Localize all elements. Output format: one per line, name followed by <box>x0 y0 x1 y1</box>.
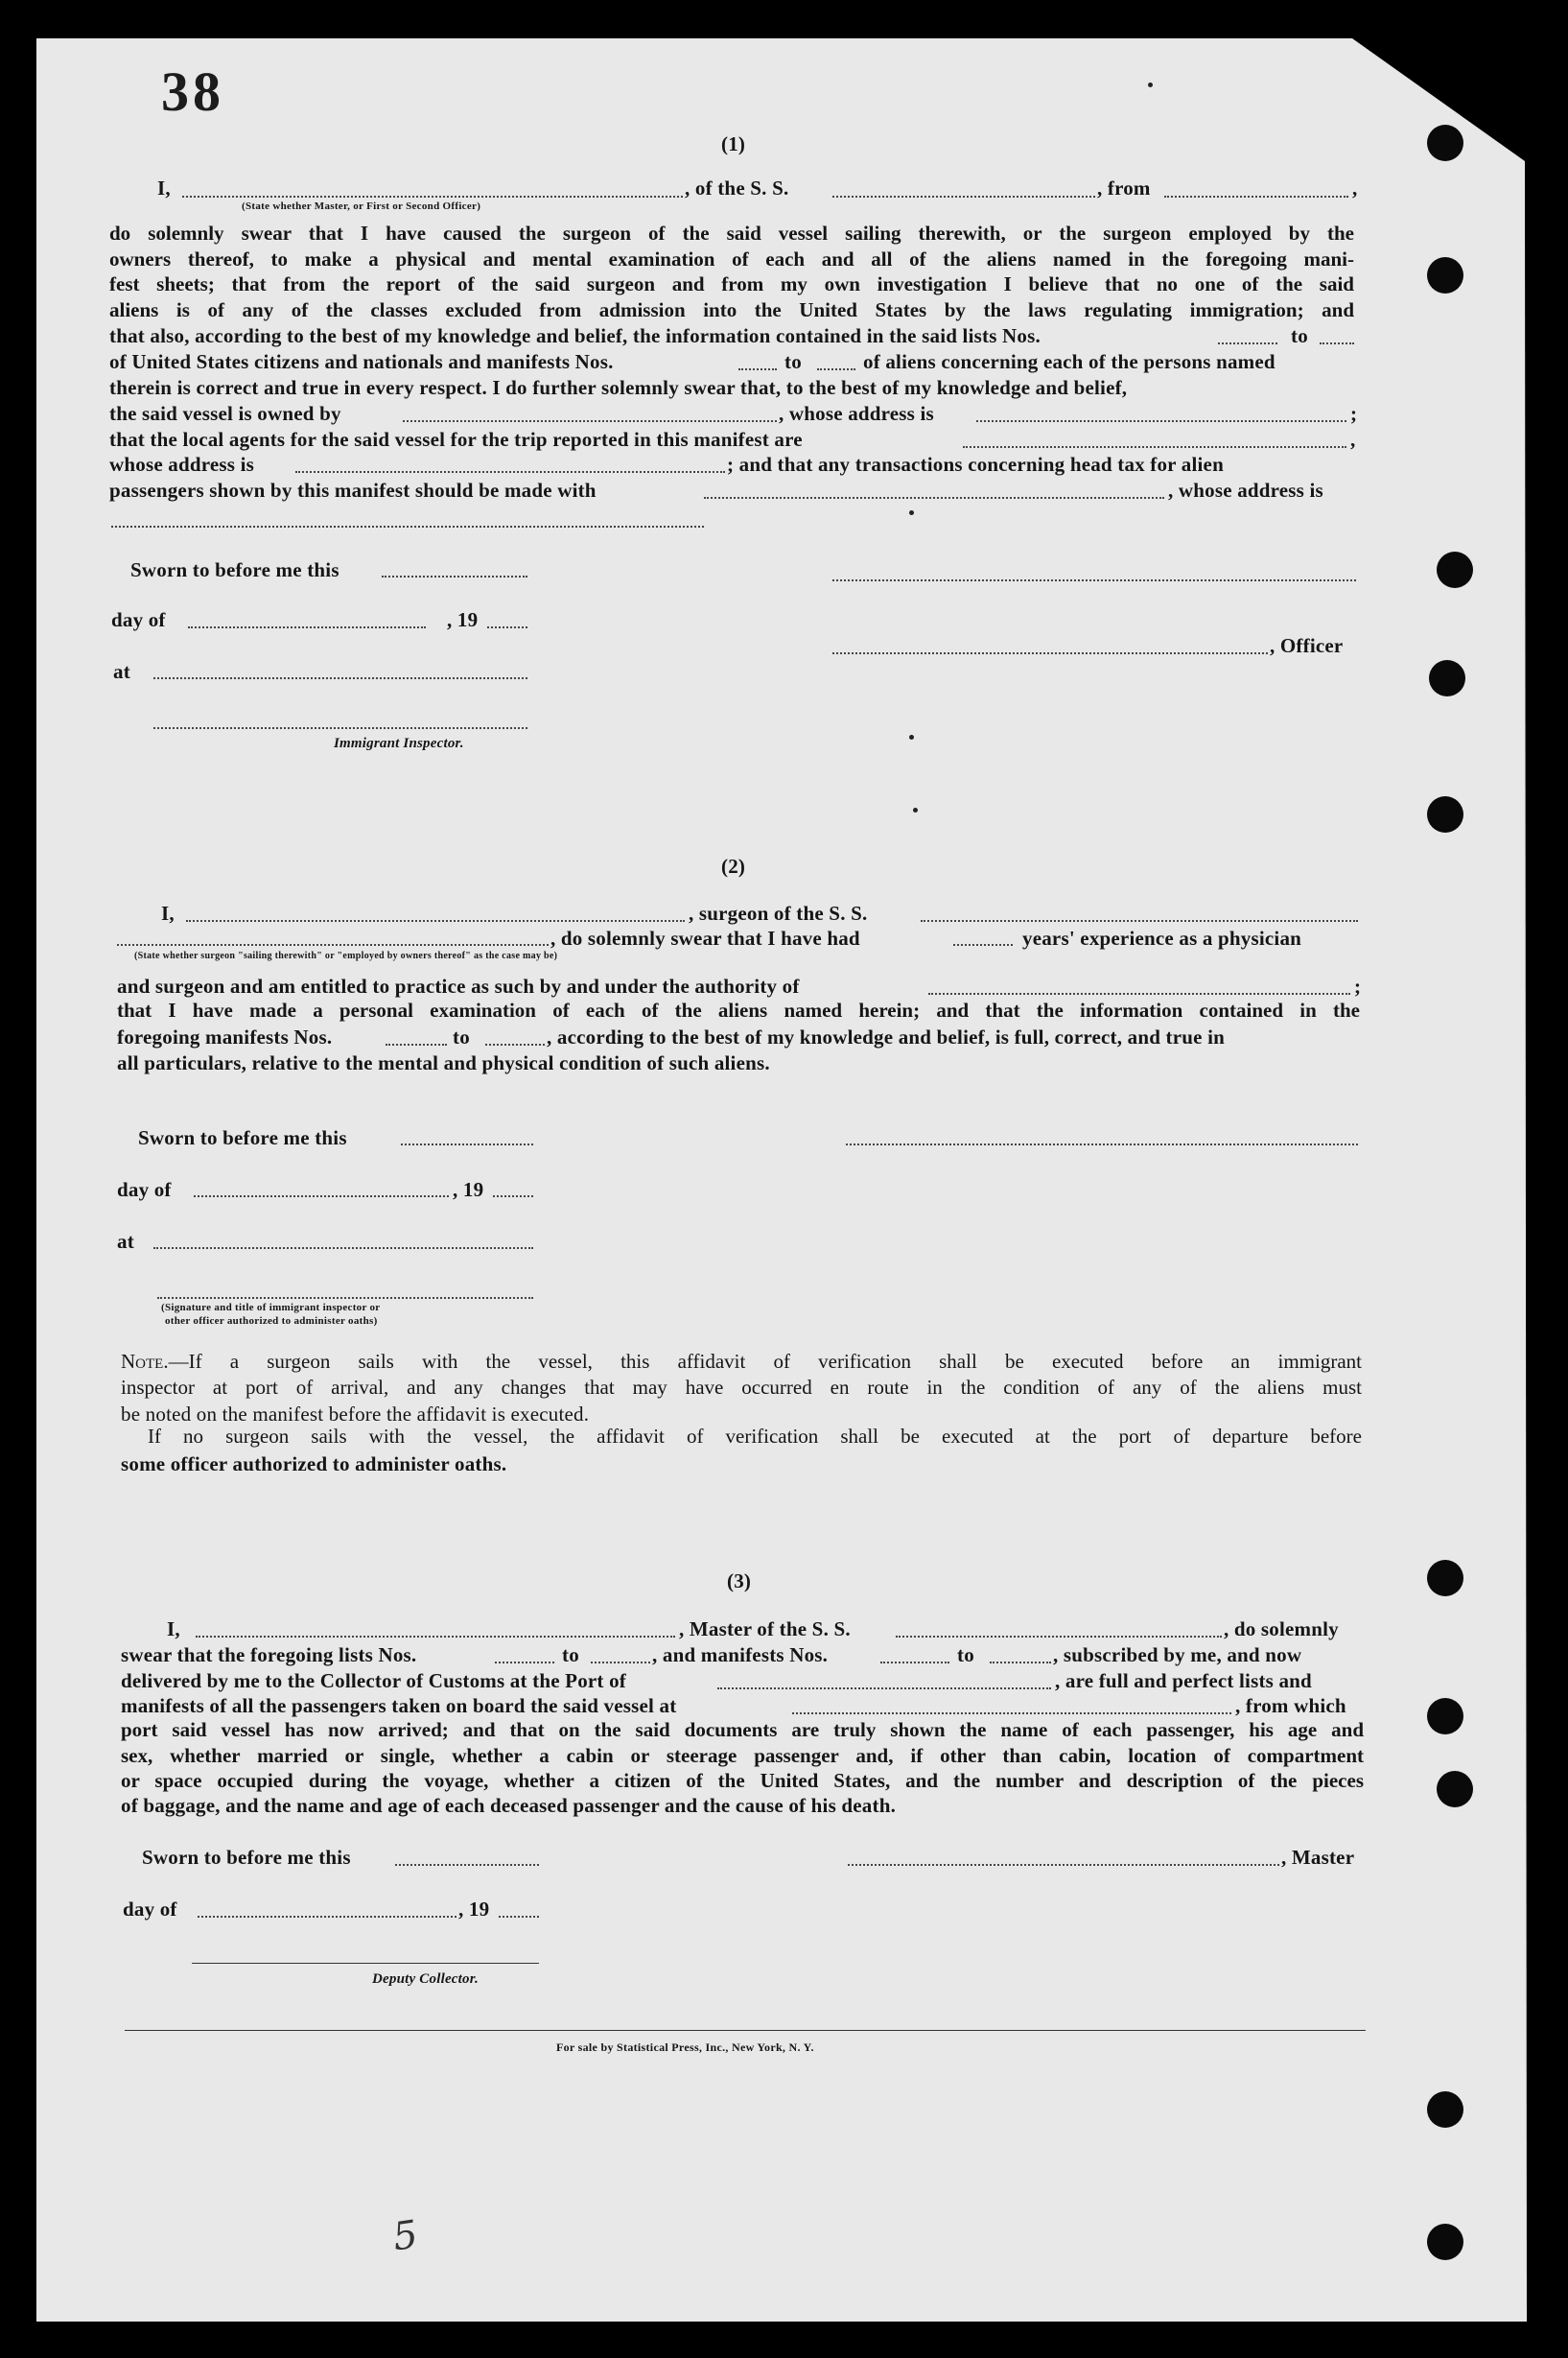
punch-hole <box>1437 1771 1473 1807</box>
s2-manifests-to-label: to <box>453 1026 470 1049</box>
s3-manifests-from-field[interactable] <box>880 1662 949 1663</box>
s2-signature-field[interactable] <box>846 1144 1358 1145</box>
s1-lists-text: that also, according to the best of my knowledge and belief, the information contained in the said lists Nos. <box>109 324 1041 347</box>
s2-surgeon-label: , surgeon of the S. S. <box>689 902 868 925</box>
s2-experience-label: years' experience as a physician <box>1022 927 1302 950</box>
s1-officer-label: , Officer <box>1270 634 1344 657</box>
s3-name-field[interactable] <box>196 1636 675 1638</box>
s1-sworn-label: Sworn to before me this <box>130 558 339 581</box>
s1-headtax-text: ; and that any transactions concerning head tax for alien <box>727 453 1224 476</box>
s3-lists-to-field[interactable] <box>591 1662 650 1663</box>
s1-inspector-sig-field[interactable] <box>153 727 527 729</box>
section-1-heading: (1) <box>721 132 746 155</box>
s1-manifests-from-field[interactable] <box>738 368 777 370</box>
s1-owner-address-field[interactable] <box>976 420 1346 422</box>
s1-vessel-name-field[interactable] <box>832 196 1095 198</box>
s1-paragraph-line: do solemnly swear that I have caused the surgeon of the said vessel sailing therewith, or the surgeon employed by the <box>109 222 1354 245</box>
s3-lists-label: swear that the foregoing lists Nos. <box>121 1643 417 1666</box>
s2-particulars-text: all particulars, relative to the mental and physical condition of such aliens. <box>117 1051 770 1074</box>
section-3-heading: (3) <box>727 1569 752 1592</box>
s1-owner-field[interactable] <box>403 420 777 422</box>
speck <box>1148 83 1153 87</box>
s3-lists-from-field[interactable] <box>495 1662 554 1663</box>
s1-officer-caption: (State whether Master, or First or Second Officer) <box>242 200 481 212</box>
s1-headtax-address-field[interactable] <box>111 526 704 528</box>
s1-signature-field[interactable] <box>832 579 1356 581</box>
s1-from-comma: , <box>1352 177 1358 200</box>
s2-i-label: I, <box>161 902 175 925</box>
s1-at-label: at <box>113 660 130 683</box>
punch-hole <box>1427 125 1463 161</box>
s2-manifests-label: foregoing manifests Nos. <box>117 1026 333 1049</box>
s3-vessel-field[interactable] <box>896 1636 1222 1638</box>
s1-manifests-to-field[interactable] <box>817 368 855 370</box>
s3-sworn-field[interactable] <box>395 1864 539 1866</box>
s2-years-field[interactable] <box>953 944 1013 946</box>
s2-line4 <box>117 998 1360 1024</box>
s2-inspector-sig-field[interactable] <box>157 1297 533 1299</box>
punch-hole <box>1427 2224 1463 2260</box>
s1-year-label: , 19 <box>447 608 479 631</box>
s1-paragraph <box>109 221 1354 322</box>
s1-day-field[interactable] <box>188 626 426 628</box>
s2-note-p2-line: If no surgeon sails with the vessel, the affidavit of verification shall be executed at the port of departure before <box>148 1425 1362 1448</box>
punch-hole <box>1427 2091 1463 2128</box>
s3-collector-label: Deputy Collector. <box>372 1971 479 1987</box>
s2-swear-label: , do solemnly swear that I have had <box>550 927 860 950</box>
s2-at-label: at <box>117 1230 134 1253</box>
punch-hole <box>1437 552 1473 588</box>
s1-whose-label: whose address is <box>109 453 255 476</box>
s3-delivered-label: delivered by me to the Collector of Customs at the Port of <box>121 1669 626 1692</box>
s1-i-label: I, <box>157 177 171 200</box>
s1-agents-comma: , <box>1350 428 1356 451</box>
s1-of-ss-label: , of the S. S. <box>685 177 789 200</box>
s1-at-field[interactable] <box>153 677 527 679</box>
s2-at-field[interactable] <box>153 1247 533 1249</box>
s3-body <box>121 1717 1364 1794</box>
section-2-heading: (2) <box>721 855 746 878</box>
punch-hole <box>1427 1698 1463 1734</box>
s1-from-label: , from <box>1097 177 1151 200</box>
s2-sworn-label: Sworn to before me this <box>138 1126 347 1149</box>
s1-agents-label: that the local agents for the said vessel for the trip reported in this manifest are <box>109 428 803 451</box>
s3-manifests-to-label: to <box>957 1643 974 1666</box>
s1-lists-to-label: to <box>1291 324 1308 347</box>
s3-body-line: or space occupied during the voyage, whether a citizen of the United States, and the number and description of the pieces <box>121 1769 1364 1793</box>
s2-surgeon-type-field[interactable] <box>117 944 549 946</box>
s1-day-of-label: day of <box>111 608 166 631</box>
s1-owned-label: the said vessel is owned by <box>109 402 341 425</box>
s1-correct-text: therein is correct and true in every respect. I do further solemnly swear that, to the best of my knowledge and belief, <box>109 376 1128 399</box>
punch-hole <box>1427 1560 1463 1596</box>
s2-note-label: Note. <box>121 1350 169 1373</box>
s2-note-line-3: be noted on the manifest before the affidavit is executed. <box>121 1403 590 1426</box>
s2-note-line: —If a surgeon sails with the vessel, this affidavit of verification shall be executed before an immigrant <box>168 1350 1362 1373</box>
s3-year-label: , 19 <box>458 1898 490 1921</box>
s1-lists-to-field[interactable] <box>1320 342 1354 344</box>
s3-subscribed-label: , subscribed by me, and now <box>1053 1643 1302 1666</box>
s1-from-field[interactable] <box>1164 196 1348 198</box>
footer-rule <box>125 2030 1366 2031</box>
s3-sworn-label: Sworn to before me this <box>142 1846 351 1869</box>
s3-master-sig-label: , Master <box>1281 1846 1355 1869</box>
s3-manifests-label: , and manifests Nos. <box>652 1643 829 1666</box>
speck <box>909 735 914 740</box>
s3-body-line: port said vessel has now arrived; and that on the said documents are truly shown the name of each passenger, his age and <box>121 1718 1364 1741</box>
s3-body-last: of baggage, and the name and age of each deceased passenger and the cause of his death. <box>121 1794 897 1817</box>
s3-boarding-port-field[interactable] <box>792 1712 1231 1714</box>
s3-port-field[interactable] <box>717 1687 1051 1689</box>
s3-collector-sig-line[interactable] <box>192 1963 539 1964</box>
s2-year-field[interactable] <box>493 1195 533 1197</box>
s1-citizens-tail: of aliens concerning each of the persons named <box>863 350 1275 373</box>
s2-sig-caption-1: (Signature and title of immigrant inspector or <box>161 1302 381 1313</box>
s1-owned-semicolon: ; <box>1350 402 1358 425</box>
speck <box>913 808 918 813</box>
s3-day-of-label: day of <box>123 1898 177 1921</box>
punch-hole <box>1427 796 1463 833</box>
s1-sworn-field[interactable] <box>382 576 527 578</box>
s3-master-label: , Master of the S. S. <box>679 1617 851 1640</box>
s2-manifests-tail: , according to the best of my knowledge and belief, is full, correct, and true in <box>547 1026 1226 1049</box>
s2-year-label: , 19 <box>453 1178 484 1201</box>
s3-year-field[interactable] <box>499 1916 539 1918</box>
s1-officer-rank-field[interactable] <box>182 196 683 198</box>
s2-sig-caption-2: other officer authorized to administer oaths) <box>165 1315 378 1327</box>
punch-hole <box>1427 257 1463 294</box>
s1-paragraph-line: fest sheets; that from the report of the said surgeon and from my own investigation I believe that no one of the said <box>109 272 1354 296</box>
s1-officer-sig-field[interactable] <box>832 652 1268 654</box>
s3-master-sig-field[interactable] <box>848 1864 1279 1866</box>
s3-body-line: sex, whether married or single, whether a cabin or steerage passenger and, if other than cabin, location of compartment <box>121 1743 1364 1767</box>
s3-day-field[interactable] <box>198 1916 456 1918</box>
s2-manifests-from-field[interactable] <box>386 1044 447 1046</box>
s2-note <box>121 1349 1362 1400</box>
s2-authority-label: and surgeon and am entitled to practice as such by and under the authority of <box>117 975 800 998</box>
handwritten-mark: 5 <box>389 2212 421 2260</box>
page-number: 38 <box>161 60 224 123</box>
s1-citizens-to-label: to <box>784 350 802 373</box>
s2-authority-semicolon: ; <box>1354 975 1362 998</box>
s1-citizens-text: of United States citizens and nationals and manifests Nos. <box>109 350 614 373</box>
s2-manifests-to-field[interactable] <box>485 1044 545 1046</box>
s2-line4-text: that I have made a personal examination of each of the aliens named herein; and that the information contained in the <box>117 999 1360 1022</box>
s1-owner-address-label: , whose address is <box>779 402 934 425</box>
s3-i-label: I, <box>167 1617 180 1640</box>
s3-lists-to-label: to <box>562 1643 579 1666</box>
s2-note-p2 <box>148 1424 1362 1450</box>
s1-lists-from-field[interactable] <box>1218 342 1277 344</box>
s2-note-p2-line-2: some officer authorized to administer oaths. <box>121 1452 507 1475</box>
s1-agents-field[interactable] <box>963 446 1346 448</box>
s3-solemnly-label: , do solemnly <box>1224 1617 1339 1640</box>
s1-headtax-party-field[interactable] <box>704 497 1164 499</box>
s2-day-field[interactable] <box>194 1195 449 1197</box>
s3-from-which-label: , from which <box>1235 1694 1346 1717</box>
s2-vessel-field[interactable] <box>921 920 1358 922</box>
s1-passengers-label: passengers shown by this manifest should be made with <box>109 479 597 502</box>
footer-imprint: For sale by Statistical Press, Inc., New York, N. Y. <box>556 2040 814 2054</box>
s1-inspector-label: Immigrant Inspector. <box>334 736 464 751</box>
punch-hole <box>1429 660 1465 696</box>
s2-surgeon-caption: (State whether surgeon "sailing therewith" or "employed by owners thereof" as the case may be) <box>134 951 558 961</box>
s3-passengers-label: manifests of all the passengers taken on board the said vessel at <box>121 1694 677 1717</box>
s3-perfect-label: , are full and perfect lists and <box>1055 1669 1312 1692</box>
s2-note-line: inspector at port of arrival, and any changes that may have occurred en route in the condition of any of the aliens must <box>121 1375 1362 1399</box>
s2-authority-field[interactable] <box>928 993 1350 995</box>
s3-manifests-to-field[interactable] <box>990 1662 1051 1663</box>
s2-sworn-field[interactable] <box>401 1144 533 1145</box>
s1-paragraph-line: aliens is of any of the classes excluded from admission into the United States by the laws regulating immigration; and <box>109 297 1354 321</box>
s1-paragraph-line: owners thereof, to make a physical and mental examination of each and all of the aliens named in the foregoing mani- <box>109 247 1354 271</box>
s2-day-of-label: day of <box>117 1178 172 1201</box>
s1-passengers-address-label: , whose address is <box>1168 479 1323 502</box>
s2-name-field[interactable] <box>186 920 685 922</box>
s1-agents-address-field[interactable] <box>295 471 725 473</box>
s1-year-field[interactable] <box>487 626 527 628</box>
speck <box>909 510 914 515</box>
